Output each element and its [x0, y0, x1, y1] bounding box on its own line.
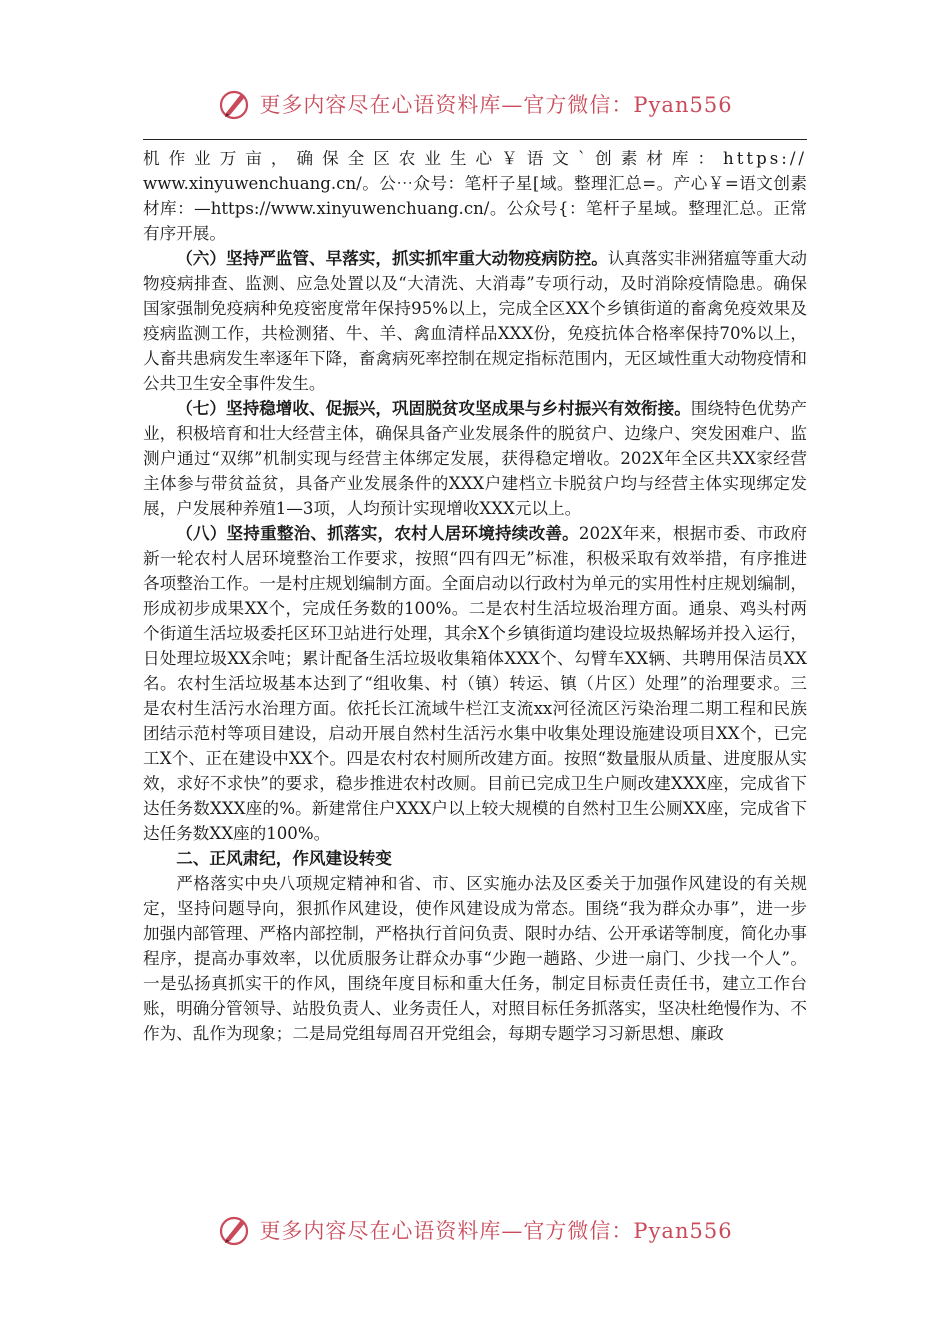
- header-banner: [0, 82, 950, 126]
- document-body: [143, 146, 807, 1046]
- paragraph: [143, 396, 807, 521]
- paragraph: [143, 521, 807, 846]
- pen-logo-icon: [217, 1212, 253, 1248]
- header-banner-text: 更多内容尽在心语资料库—官方微信：Pyan556: [259, 93, 733, 117]
- section-heading: （七）坚持稳增收、促振兴，巩固脱贫攻坚成果与乡村振兴有效衔接。: [176, 398, 691, 418]
- paragraph-text: 围绕特色优势产业，积极培育和壮大经营主体，确保具备产业发展条件的脱贫户、边缘户、突发困难户、监测户通过“双绑”机制实现与经营主体绑定发展，获得稳定增收。202X年全区共XX家经营主体参与带贫益贫，具备产业发展条件的XXX户建档立卡脱贫户均与经营主体实现绑定发展，户发展种养殖1—3项，人均预计实现增收XXX元以上。: [143, 399, 808, 518]
- paragraph-text: 202X年来，根据市委、市政府新一轮农村人居环境整治工作要求，按照“四有四无”标准，积极采取有效举措，有序推进各项整治工作。一是村庄规划编制方面。全面启动以行政村为单元的实用性村庄规划编制，形成初步成果XX个，完成任务数的100%。二是农村生活垃圾治理方面。通泉、鸡头村两个街道生活垃圾委托区环卫站进行处理，其余X个乡镇街道均建设垃圾热解场并投入运行，日处理垃圾XX余吨；累计配备生活垃圾收集箱体XXX个、勾臂车XX辆、共聘用保洁员XX名。农村生活垃圾基本达到了“组收集、村（镇）转运、镇（片区）处理”的治理要求。三是农村生活污水治理方面。依托长江流域牛栏江支流xx河径流区污染治理二期工程和民族团结示范村等项目建设，启动开展自然村生活污水集中收集处理设施建设项目XX个，已完工X个、正在建设中XX个。四是农村农村厕所改建方面。按照“数量服从质量、进度服从实效，求好不求快”的要求，稳步推进农村改厕。目前已完成卫生户厕改建XXX座，完成省下达任务数XXX座的%。新建常住户XXX户以上较大规模的自然村卫生公厕XX座，完成省下达任务数XX座的100%。: [143, 524, 807, 843]
- section-heading: （八）坚持重整治、抓落实，农村人居环境持续改善。: [176, 523, 579, 543]
- footer-banner-text: 更多内容尽在心语资料库—官方微信：Pyan556: [259, 1219, 733, 1243]
- chapter-heading: 二、正风肃纪，作风建设转变: [176, 848, 392, 868]
- paragraph-text: 认真落实非洲猪瘟等重大动物疫病排查、监测、应急处置以及“大清洗、大消毒”专项行动，及时消除疫情隐患。确保国家强制免疫病种免疫密度常年保持95%以上，完成全区XX个乡镇街道的畜禽免疫效果及疫病监测工作，共检测猪、牛、羊、禽血清样品XXX份，免疫抗体合格率保持70%以上，人畜共患病发生率逐年下降，畜禽病死率控制在规定指标范围内，无区域性重大动物疫情和公共卫生安全事件发生。: [143, 249, 808, 393]
- paragraph: 严格落实中央八项规定精神和省、市、区实施办法及区委关于加强作风建设的有关规定，坚持问题导向，狠抓作风建设，使作风建设成为常态。围绕“我为群众办事”，进一步加强内部管理、严格内部控制，严格执行首问负责、限时办结、公开承诺等制度，简化办事程序，提高办事效率，以优质服务让群众办事“少跑一趟路、少进一扇门、少找一个人”。一是弘扬真抓实干的作风，围绕年度目标和重大任务，制定目标责任责任书，建立工作台账，明确分管领导、站股负责人、业务责任人，对照目标任务抓落实，坚决杜绝慢作为、不作为、乱作为现象；二是局党组每周召开党组会，每期专题学习习新思想、廉政: [143, 874, 807, 1043]
- paragraph: [143, 246, 807, 396]
- section-heading: （六）坚持严监管、早落实，抓实抓牢重大动物疫病防控。: [176, 248, 608, 268]
- paragraph-line: 机作业万亩，确保全区农业生心￥语文`创素材库：https://: [143, 149, 807, 168]
- footer-banner: [0, 1208, 950, 1252]
- paragraph: www.xinyuwenchuang.cn/。公⋯众号：笔杆子星[域。整理汇总=。产心￥=语文创素材库：—https://www.xinyuwenchuang.cn/。公众号{：笔杆子星域。整理汇总。正常有序开展。: [143, 174, 807, 243]
- pen-logo-icon: [217, 86, 253, 122]
- header-divider: [143, 139, 807, 140]
